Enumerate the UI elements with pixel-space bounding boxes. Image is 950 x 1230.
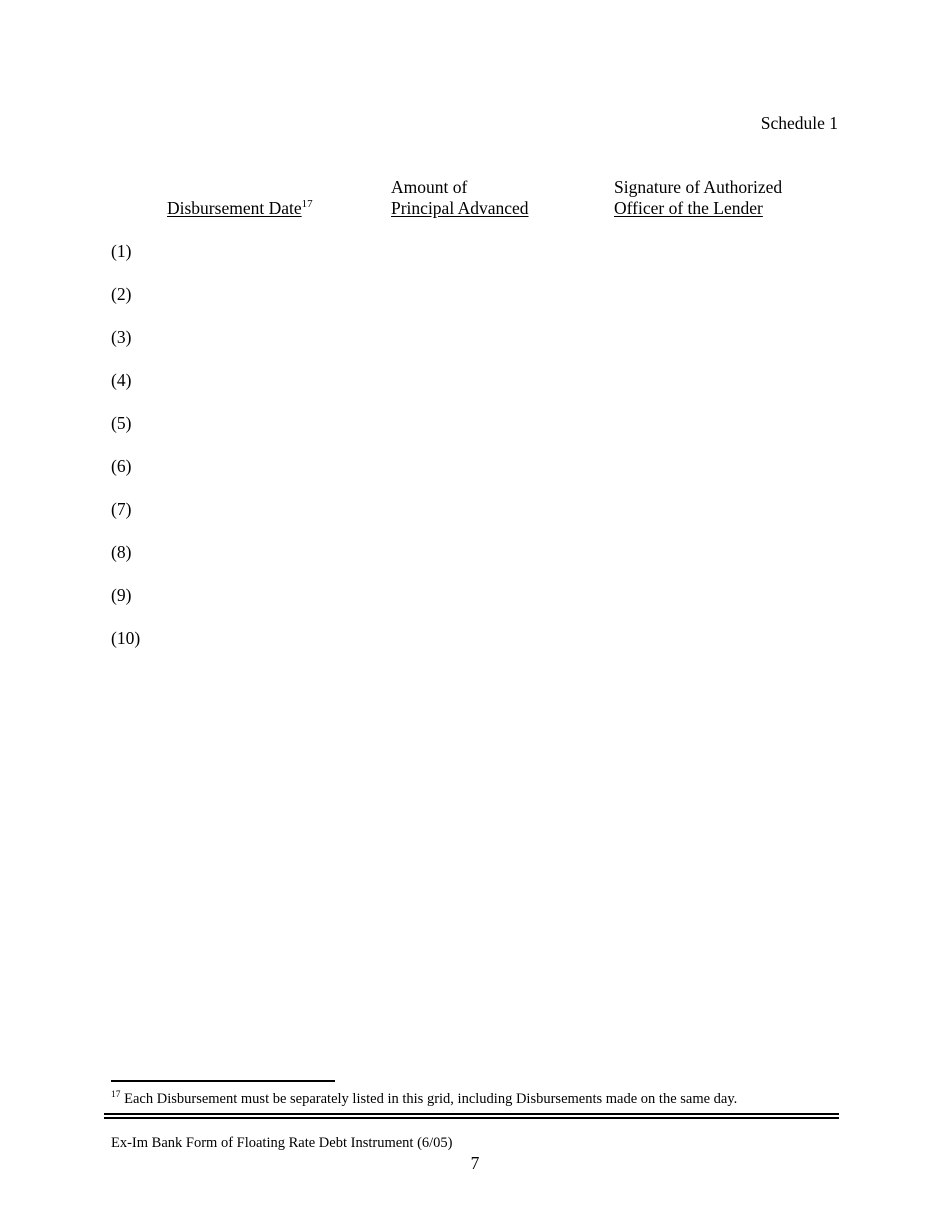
page-number: 7 xyxy=(470,1153,480,1173)
column-header-signature xyxy=(614,177,782,219)
column-header-date-label: Disbursement Date xyxy=(167,198,302,218)
footnote-separator xyxy=(111,1080,335,1082)
column-header-amount xyxy=(391,177,529,219)
footnote-number: 17 xyxy=(111,1090,121,1101)
footer-double-rule xyxy=(104,1113,839,1119)
footnote-text: Each Disbursement must be separately listed in this grid, including Disbursements made on the same day. xyxy=(124,1091,738,1107)
column-header-signature-line1: Signature of Authorized xyxy=(614,177,783,197)
row-number: (1) xyxy=(111,241,132,261)
row-number: (6) xyxy=(111,456,132,476)
footnote xyxy=(111,1090,841,1108)
schedule-label: Schedule 1 xyxy=(760,113,838,133)
column-header-amount-line1: Amount of xyxy=(391,177,468,197)
row-number: (2) xyxy=(111,284,132,304)
row-number: (8) xyxy=(111,542,132,562)
column-header-amount-line2: Principal Advanced xyxy=(391,198,529,218)
row-number: (3) xyxy=(111,327,132,347)
row-number: (5) xyxy=(111,413,132,433)
row-number: (10) xyxy=(111,628,141,648)
column-header-signature-line2: Officer of the Lender xyxy=(614,198,763,218)
row-number: (7) xyxy=(111,499,132,519)
column-header-disbursement-date xyxy=(167,198,313,219)
footer-form-name: Ex-Im Bank Form of Floating Rate Debt Instrument (6/05) xyxy=(111,1135,453,1151)
row-number: (4) xyxy=(111,370,132,390)
row-number: (9) xyxy=(111,585,132,605)
footnote-reference: 17 xyxy=(301,198,313,211)
